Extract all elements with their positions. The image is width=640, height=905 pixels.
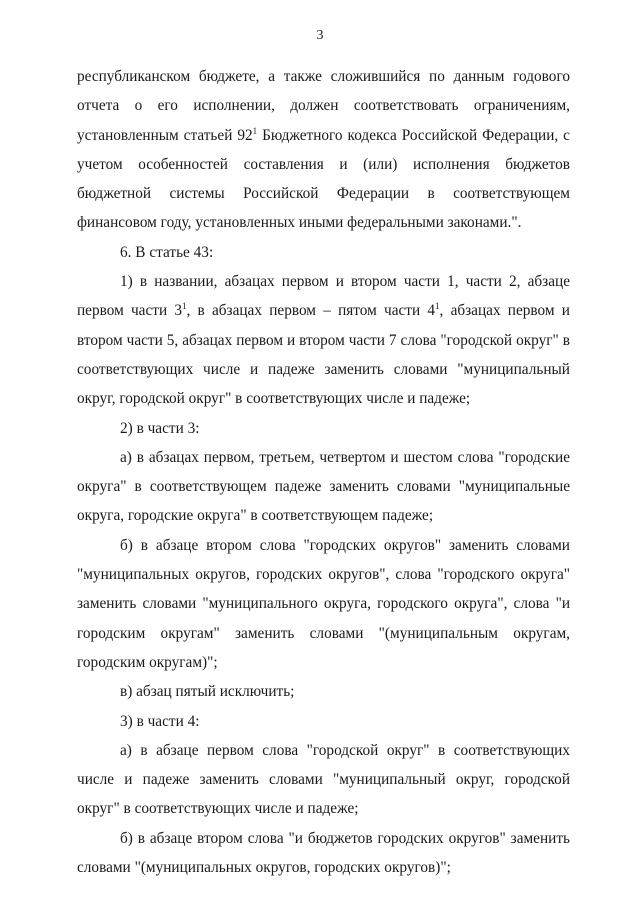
- text-segment: 3) в части 4:: [120, 712, 200, 730]
- text-segment: Бюджетного кодекса Российской Федерации, с учетом особенностей составления и (или) исполнения бюджетов бюджетной системы Российской Федерации в соответствующем финансовом году, установленных иными федеральными законами.".: [77, 126, 570, 232]
- text-segment: б) в абзаце втором слова "и бюджетов городских округов" заменить словами "(муниципальных округов, городских округов)";: [77, 829, 570, 877]
- text-segment: 1) в названии, абзацах первом и втором части 1, части 2, абзаце первом части 3: [77, 273, 570, 320]
- superscript: 1: [252, 125, 258, 136]
- paragraph: [77, 443, 570, 531]
- text-segment: в) абзац пятый исключить;: [120, 683, 295, 701]
- paragraph: [77, 414, 570, 443]
- page-number: 3: [316, 28, 324, 43]
- superscript: 1: [435, 301, 440, 312]
- paragraph: [77, 707, 570, 736]
- paragraph: [77, 238, 570, 267]
- text-segment: 2) в части 3:: [120, 419, 200, 437]
- paragraph: [77, 736, 570, 824]
- paragraph: [77, 677, 570, 706]
- text-segment: республиканском бюджете, а также сложившийся по данным годового отчета о его исполнении, должен соответствовать ограничениям, установленным статьей 92: [77, 68, 570, 144]
- text-segment: , абзацах первом и втором части 5, абзацах первом и втором части 7 слова "городской округ" в соответствующих числе и падеже заменить словами "муниципальный округ, городской округ" в соответствующих числе и падеже;: [77, 302, 570, 408]
- paragraph: [77, 62, 570, 238]
- text-segment: а) в абзацах первом, третьем, четвертом и шестом слова "городские округа" в соответствующем падеже заменить словами "муниципальные округа, городские округа" в соответствующем падеже;: [77, 448, 570, 525]
- text-segment: , в абзацах первом – пятом части 4: [186, 302, 436, 320]
- text-segment: б) в абзаце втором слова "городских округов" заменить словами "муниципальных округов, городских округов", слова "городского округа" заменить словами "муниципального округа, городского округа", слова "и городским округам" заменить словами "(муниципальным округам, городским округам)";: [77, 536, 570, 671]
- text-segment: 6. В статье 43:: [120, 243, 214, 261]
- paragraph: [77, 531, 570, 677]
- superscript: 1: [182, 301, 187, 312]
- paragraph: [77, 824, 570, 883]
- document-body: [77, 62, 570, 882]
- text-segment: а) в абзаце первом слова "городской округ" в соответствующих числе и падеже заменить словами "муниципальный округ, городской округ" в соответствующих числе и падеже;: [77, 741, 570, 818]
- paragraph: [77, 267, 570, 413]
